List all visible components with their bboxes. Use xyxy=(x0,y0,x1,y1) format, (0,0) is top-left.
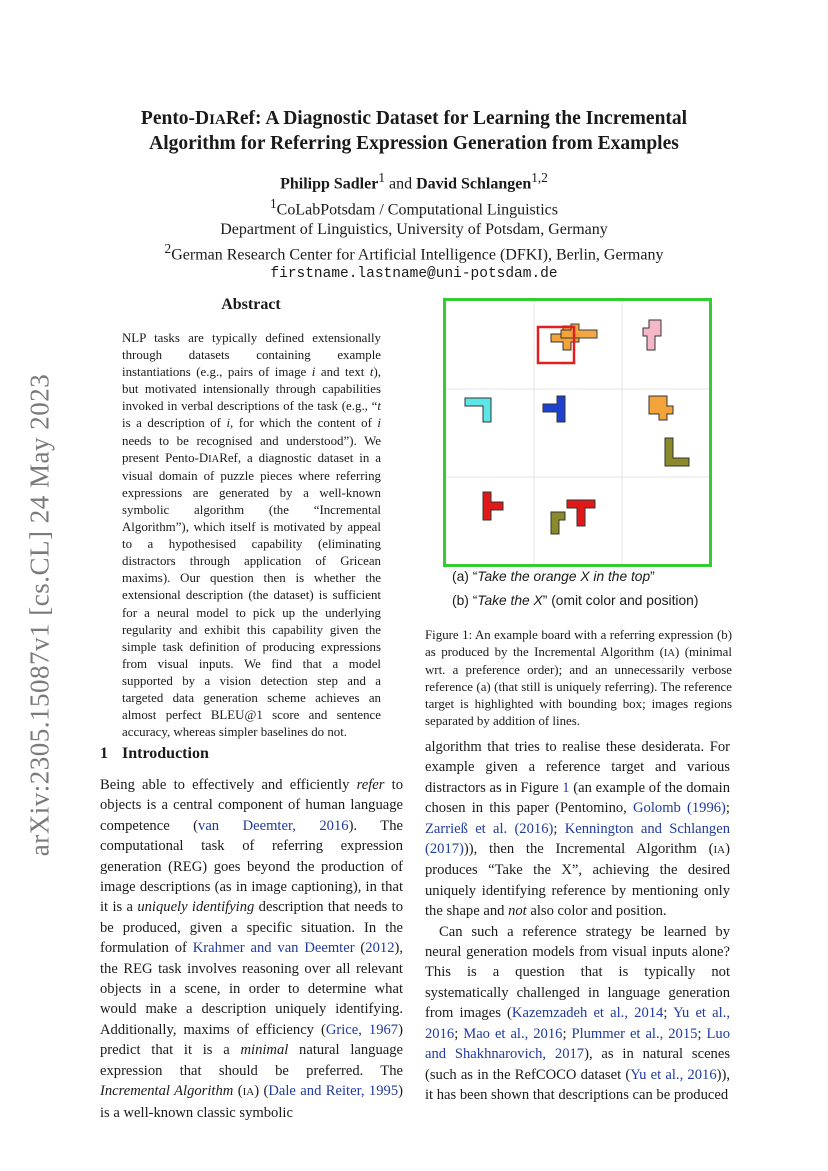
citation-link[interactable]: Krahmer and van Deemter xyxy=(192,940,355,957)
author-block xyxy=(100,168,728,284)
affiliation-2: German Research Center for Artificial Intelligence (DFKI), Berlin, Germany xyxy=(171,246,664,264)
citation-link[interactable]: Yu et al., 2016 xyxy=(630,1066,717,1083)
citation-link[interactable]: 2012 xyxy=(365,940,395,957)
affiliation-1-line2: Department of Linguistics, University of Potsdam, Germany xyxy=(220,220,608,238)
title-part: Ref: A Diagnostic Dataset for Learning the Incremental xyxy=(225,108,688,129)
citation-link[interactable]: Zarrieß et al. (2016) xyxy=(425,820,554,837)
author-2-sup: 1,2 xyxy=(531,170,548,185)
pentomino-board-figure xyxy=(443,298,712,567)
figure-caption: Figure 1: An example board with a referring expression (b) as produced by the Incremental Algorithm (IA) (minimal wrt. a preference order); and an unnecessarily verbose reference (a) (that still is uniquely referring). The reference target is highlighted with bounding box; images regions separated by addition of lines. xyxy=(425,628,732,729)
figure-ref-link[interactable]: 1 xyxy=(562,779,570,796)
citation-link[interactable]: Luo and Shakhnarovich, 2017 xyxy=(425,1025,730,1063)
email: firstname.lastname@uni-potsdam.de xyxy=(270,265,558,282)
intro-left-column: Being able to effectively and efficiently refer to objects is a central component of human language competence (van Deemter, 2016). The computational task of referring expression generation (REG) goes beyond the production of image descriptions (as in image captioning), in that it is a uniquely identifying description that needs to be produced, given a specific situation. In the formulation of Krahmer and van Deemter (2012), the REG task involves reasoning over all relevant objects in a scene, in order to determine what would make a description uniquely identifying. Additionally, maxims of efficiency (Grice, 1967) predict that it is a minimal natural language expression that should be preferred. The Incremental Algorithm (IA) (Dale and Reiter, 1995) is a well-known classic symbolic xyxy=(100,777,404,1121)
aff1-sup: 1 xyxy=(270,195,277,211)
affiliation-1: CoLabPotsdam / Computational Linguistics xyxy=(276,201,558,219)
citation-link[interactable]: Kennington and Schlangen (2017) xyxy=(425,820,730,858)
title-part: Pento-D xyxy=(140,108,210,129)
citation-link[interactable]: Plummer et al., 2015 xyxy=(571,1025,698,1042)
citation-link[interactable]: Yu et al., 2016 xyxy=(425,1005,730,1042)
figure-label-a: (a) “Take the orange X in the top” xyxy=(452,569,655,584)
abstract-heading: Abstract xyxy=(221,296,281,313)
author-and: and xyxy=(385,175,417,193)
intro-paragraph-2: Can such a reference strategy be learned by neural generation models from visual inputs alone? This is a question that is typically not systematically challenged in language generation from images (Kazemzadeh et al., 2014; Yu et al., 2016; Mao et al., 2016; Plummer et al., 2015; Luo and Shakhnarovich, 2017), as in natural scenes (such as in the RefCOCO dataset (Yu et al., 2016)), it has been shown that descriptions can be produced xyxy=(425,923,730,1103)
paper-title xyxy=(100,107,728,155)
section-heading: 1 Introduction xyxy=(100,745,209,762)
author-2: David Schlangen xyxy=(416,175,532,193)
citation-link[interactable]: Dale and Reiter, 1995 xyxy=(268,1083,399,1100)
aff2-sup: 2 xyxy=(164,241,172,257)
abstract-text: NLP tasks are typically defined extensionally through datasets containing example instantiations (e.g., pairs of image i and text t), but motivated intensionally through capabilities invoked in verbal descriptions of the task (e.g., “t is a description of i, for which the content of i needs to be recognised and understood”). We present Pento-DIARef, a diagnostic dataset in a visual domain of puzzle pieces where referring expressions are generated by a well-known symbolic algorithm (the “Incremental Algorithm”), which itself is motivated by appeal to a hypothesised capability (eliminating distractors through application of Gricean maxims). Our question then is whether the extensional description (the dataset) is sufficient for a neural model to pick up the underlying regularity and exhibit this capability given the simple task definition of producing expressions from visual inputs. We find that a model supported by a vision detection step and a targeted data generation scheme achieves an almost perfect BLEU@1 score and sentence accuracy, whereas simpler baselines do not. xyxy=(122,331,381,740)
citation-link[interactable]: Mao et al., 2016 xyxy=(463,1025,563,1042)
author-1-sup: 1 xyxy=(378,170,385,185)
intro-right-column: algorithm that tries to realise these desiderata. For example given a reference target and various distractors as in Figure 1 (an example of the domain chosen in this paper (Pentomino, Golomb (1996); Zarrieß et al. (2016); Kennington and Schlangen (2017))), then the Incremental Algorithm (IA) produces “Take the X”, achieving the desired uniquely identifying reference by mentioning only the shape and not also color and position. Can such a reference strategy be learned by neural generation models from visual inputs alone? This is a question that is typically not systematically challenged in language generation from images (Kazemzadeh et al., 2014; Yu et al., 2016; Mao et al., 2016; Plummer et al., 2015; Luo and Shakhnarovich, 2017), as in natural scenes (such as in the RefCOCO dataset (Yu et al., 2016)), it has been shown that descriptions can be produced xyxy=(425,737,730,1105)
citation-link[interactable]: Kazemzadeh et al., 2014 xyxy=(511,1005,664,1022)
arxiv-identifier: arXiv:2305.15087v1 [cs.CL] 24 May 2023 xyxy=(24,373,55,857)
citation-link[interactable]: van Deemter, 2016 xyxy=(198,817,349,834)
arxiv-sidebar-stamp xyxy=(10,355,70,875)
citation-link[interactable]: Grice, 1967 xyxy=(325,1021,399,1038)
figure-label-b: (b) “Take the X” (omit color and position) xyxy=(452,593,699,608)
title-line2: Algorithm for Referring Expression Generation from Examples xyxy=(149,133,679,154)
title-smallcaps: IA xyxy=(209,112,226,128)
author-1: Philipp Sadler xyxy=(280,175,379,193)
citation-link[interactable]: Golomb (1996) xyxy=(633,800,726,817)
